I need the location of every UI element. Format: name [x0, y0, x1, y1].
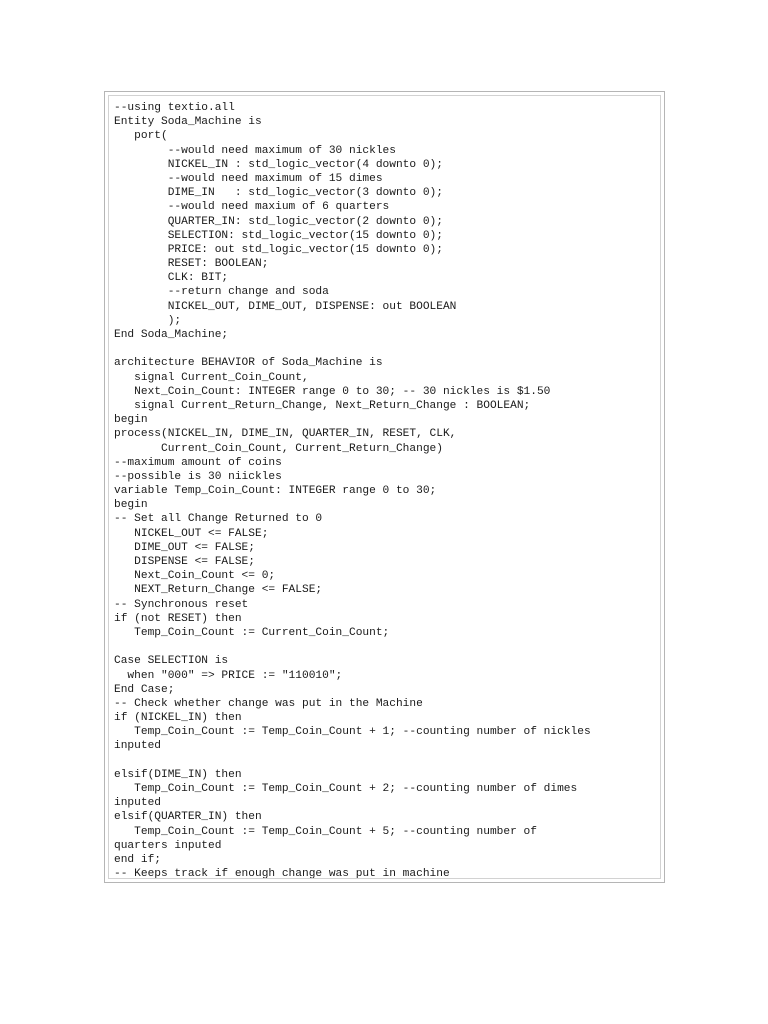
code-line: -- Set all Change Returned to 0: [114, 513, 323, 526]
code-line: [114, 754, 658, 768]
code-line: PRICE: out std_logic_vector(15 downto 0);: [114, 243, 443, 256]
code-line: inputed: [114, 740, 161, 753]
code-listing-frame: [104, 91, 665, 883]
code-line: architecture BEHAVIOR of Soda_Machine is: [114, 357, 383, 370]
code-listing-inner-border: [108, 95, 661, 879]
code-line: --would need maximum of 30 nickles: [114, 144, 396, 157]
code-line: CLK: BIT;: [114, 272, 229, 285]
code-line: );: [114, 314, 182, 327]
code-line: signal Current_Coin_Count,: [114, 371, 309, 384]
code-line: Temp_Coin_Count := Temp_Coin_Count + 5; --counting number of: [114, 825, 537, 838]
code-line: DIME_OUT <= FALSE;: [114, 541, 255, 554]
code-line: if (NICKEL_IN) then: [114, 712, 242, 725]
code-line: --possible is 30 niickles: [114, 470, 282, 483]
code-line: variable Temp_Coin_Count: INTEGER range 0 to 30;: [114, 485, 437, 498]
code-line: --return change and soda: [114, 286, 329, 299]
code-line: Current_Coin_Count, Current_Return_Change): [114, 442, 443, 455]
code-line: NICKEL_IN : std_logic_vector(4 downto 0);: [114, 158, 443, 171]
code-line: begin: [114, 414, 148, 427]
code-line: [114, 640, 658, 654]
code-line: Next_Coin_Count: INTEGER range 0 to 30; -- 30 nickles is $1.50: [114, 385, 551, 398]
code-line: port(: [114, 130, 168, 143]
code-line: Entity Soda_Machine is: [114, 116, 262, 129]
code-line: elsif(DIME_IN) then: [114, 768, 242, 781]
code-line: --would need maxium of 6 quarters: [114, 201, 390, 214]
code-line: -- Check whether change was put in the Machine: [114, 697, 423, 710]
code-line: --maximum amount of coins: [114, 456, 282, 469]
code-line: inputed: [114, 797, 161, 810]
code-line: Next_Coin_Count <= 0;: [114, 570, 276, 583]
code-line: end if;: [114, 853, 161, 866]
code-line: NEXT_Return_Change <= FALSE;: [114, 584, 323, 597]
code-line: quarters inputed: [114, 839, 222, 852]
code-line: DIME_IN : std_logic_vector(3 downto 0);: [114, 187, 443, 200]
code-line: NICKEL_OUT, DIME_OUT, DISPENSE: out BOOLEAN: [114, 300, 457, 313]
code-line: NICKEL_OUT <= FALSE;: [114, 527, 269, 540]
code-line: signal Current_Return_Change, Next_Return_Change : BOOLEAN;: [114, 399, 531, 412]
code-line: --using textio.all: [114, 102, 235, 114]
code-line: End Soda_Machine;: [114, 329, 229, 341]
code-line: SELECTION: std_logic_vector(15 downto 0);: [114, 229, 443, 242]
code-line: Temp_Coin_Count := Temp_Coin_Count + 1; --counting number of nickles: [114, 726, 591, 739]
code-line: when "000" => PRICE := "110010";: [114, 669, 343, 682]
code-line: -- Keeps track if enough change was put in machine: [114, 868, 450, 879]
code-line: -- Synchronous reset: [114, 598, 249, 611]
code-line: [114, 342, 658, 356]
code-line: begin: [114, 499, 148, 512]
code-line: End Case;: [114, 683, 175, 696]
code-line: Temp_Coin_Count := Current_Coin_Count;: [114, 626, 390, 639]
code-line: --would need maximum of 15 dimes: [114, 172, 383, 185]
code-line: RESET: BOOLEAN;: [114, 258, 269, 271]
code-line: Case SELECTION is: [114, 655, 229, 668]
code-line: DISPENSE <= FALSE;: [114, 556, 255, 568]
code-line: QUARTER_IN: std_logic_vector(2 downto 0);: [114, 215, 443, 228]
code-listing: [114, 101, 658, 879]
code-line: process(NICKEL_IN, DIME_IN, QUARTER_IN, RESET, CLK,: [114, 428, 457, 441]
code-line: if (not RESET) then: [114, 612, 242, 625]
code-line: elsif(QUARTER_IN) then: [114, 811, 262, 824]
code-line: Temp_Coin_Count := Temp_Coin_Count + 2; --counting number of dimes: [114, 783, 578, 795]
